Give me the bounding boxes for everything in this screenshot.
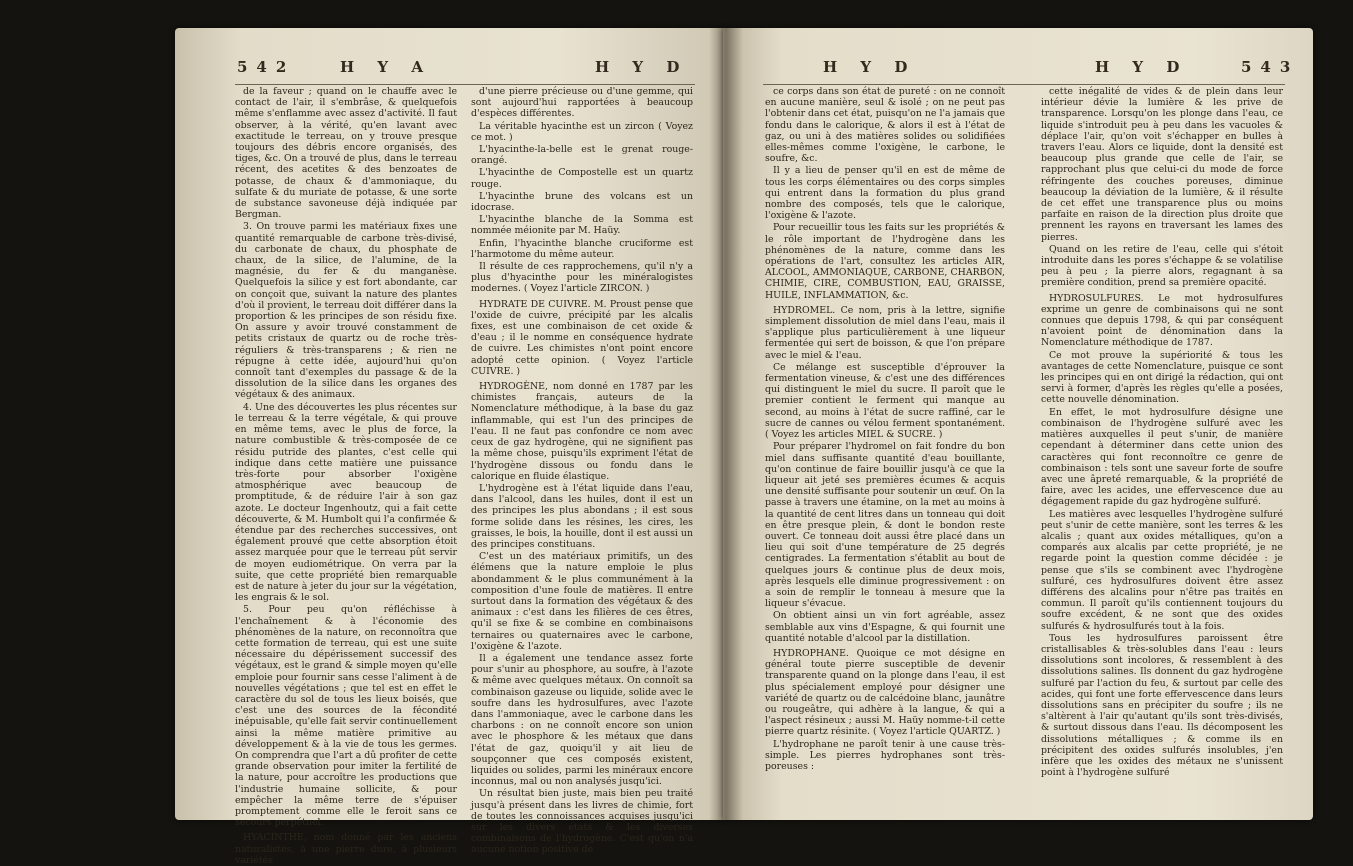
paragraph: 5. Pour peu qu'on réfléchisse à l'enchaînement & à l'économie des phénomènes de la nature, on reconnoîtra que cette formation de terreau, qui est une suite nécessaire du dépérissement successif des végétaux, est le grand & simple moyen qu'elle emploie pour fournir sans cesse l'aliment à de nouvelles végétations ; que tel est en effet le caractère du sol de tous les lieux boisés, que c'est une des sources de la fécondité inépuisable, qu'elle fait servir continuellement ainsi la même matière primitive au développement & à la vie de tous les germes. On comprendra que l'art a dû profiter de cette grande observation pour imiter la fertilité de la nature, pour accroître les productions que l'industrie humaine sollicite, & pour empêcher la même terre de s'épuiser promptement comme elle le feroit sans ce secours perpétuel. [235, 604, 457, 829]
paragraph: Enfin, l'hyacinthe blanche cruciforme est l'harmotome du même auteur. [471, 237, 693, 260]
paragraph: Tous les hydrosulfures paroissent être cristallisables & très-solubles dans l'eau : leurs dissolutions sont incolores, & ressemblent à des dissolutions salines. Ils donnent du gaz hydrogène sulfuré par l'action du feu, & surtout par celle des acides, qui font une forte effervescence dans leurs dissolutions sans en précipiter du soufre ; ils ne s'altèrent à l'air qu'autant qu'ils sont très-divisés, & surtout dissous dans l'eau. Ils décomposent les dissolutions métalliques ; & comme ils en précipitent des oxides sulfurés insolubles, j'en infère que les oxides des métaux ne s'unissent point à l'hydrogène sulfuré [1041, 632, 1283, 779]
paragraph: L'hydrophane ne paroît tenir à une cause très-simple. Les pierres hydrophanes sont très-poreuses : [765, 738, 1005, 772]
paragraph: Il y a lieu de penser qu'il en est de même de tous les corps élémentaires ou des corps simples qui entrent dans la formation du plus grand nombre des composés, tels que le calorique, l'oxigène & l'azote. [765, 165, 1005, 222]
running-head: H Y D [1095, 58, 1189, 76]
book-spread [175, 28, 1313, 866]
running-head: H Y A [340, 58, 432, 76]
header-rule [763, 84, 1285, 85]
paragraph: L'hyacinthe blanche de la Somma est nommée méionite par M. Haüy. [471, 214, 693, 237]
paragraph: L'hydrogène est à l'état liquide dans l'eau, dans l'alcool, dans les huiles, dont il est un des principes les plus abondans ; il est sous forme solide dans les résines, les cires, les graisses, le bois, la houille, dont il est aussi un des principes constituans. [471, 482, 693, 550]
paragraph: de la faveur ; quand on le chauffe avec le contact de l'air, il s'embrâse, & quelquefois même s'enflamme avec assez d'activité. Il faut observer, à la vérité, qu'en lavant avec exactitude le terreau, on y trouve presque toujours des débris encore organisés, des tiges, &c. On a trouvé de plus, dans le terreau récent, des acetites & des benzoates de potasse, de chaux & d'ammoniaque, du sulfate & du muriate de potasse, & une sorte de substance savoneuse déjà indiquée par Bergman. [235, 86, 457, 221]
page-number: 543 [1241, 58, 1300, 76]
paragraph: L'hyacinthe brune des volcans est un idocrase. [471, 190, 693, 214]
book-gutter [709, 28, 743, 820]
paragraph: Pour recueillir tous les faits sur les propriétés & le rôle important de l'hydrogène dans les phénomènes de la nature, comme dans les opérations de l'art, consultez les articles AIR, ALCOOL, AMMONIAQUE, CARBONE, CHARBON, CHIMIE, CIRE, COMBUSTION, EAU, GRAISSE, HUILE, INFLAMMATION, &c. [765, 222, 1005, 301]
paragraph: En effet, le mot hydrosulfure désigne une combinaison de l'hydrogène sulfuré avec les matières auxquelles il peut s'unir, de manière cependant à déterminer dans cette union des caractères qui font reconnoître ce genre de combinaison : tels sont une saveur forte de soufre avec une âpreté remarquable, & la propriété de faire, avec les acides, une effervescence due au dégagement rapide du gaz hydrogène sulfuré. [1041, 406, 1283, 508]
paragraph: L'hyacinthe-la-belle est le grenat rouge-orangé. [471, 144, 693, 167]
page-number: 542 [237, 58, 296, 76]
paragraph: d'une pierre précieuse ou d'une gemme, qui sont aujourd'hui rapportées à beaucoup d'espèces différentes. [471, 86, 693, 120]
paragraph: On obtient ainsi un vin fort agréable, assez semblable aux vins d'Espagne, & qui fournit une quantité notable d'alcool par la distillation. [765, 610, 1005, 644]
paragraph: ce corps dans son état de pureté : on ne connoît en aucune manière, seul & isolé ; on ne peut pas l'obtenir dans cet état, puisqu'on ne l'a jamais que fondu dans le calorique, & alors il est à l'état de gaz, ou uni à des matières solides ou solidifiées elles-mêmes comme l'oxigène, le carbone, le soufre, &c. [765, 86, 1005, 165]
left-page-column-2 [471, 86, 693, 856]
paragraph: 4. Une des découvertes les plus récentes sur le terreau & la terre végétale, & qui prouve en même tems, avec le plus de force, la nature combustible & très-composée de ce résidu putride des plantes, c'est celle qui indique dans cette matière une puissance très-forte pour absorber l'oxigène atmosphérique avec beaucoup de promptitude, & de réduire l'air à son gaz azote. Le docteur Ingenhoutz, qui a fait cette découverte, & M. Humbolt qui l'a confirmée & étendue par des recherches successives, ont également prouvé que cette absorption étoit assez marquée pour que le terreau pût servir de moyen eudiométrique. On verra par la suite, que cette propriété bien remarquable est de nature à jeter du jour sur la végétation, les engrais & le sol. [235, 401, 457, 604]
paragraph: cette inégalité de vides & de plein dans leur intérieur dévie la lumière & les prive de transparence. Lorsqu'on les plonge dans l'eau, ce liquide s'introduit peu à peu dans les vacuoles & déplace l'air, qu'on voit s'échapper en bulles à travers l'eau. Alors ce liquide, dont la densité est beaucoup plus grande que celle de l'air, se rapprochant plus que celui-ci du mode de force réfringente des couches poreuses, diminue beaucoup la déviation de la lumière, & il résulte de cet effet une transparence plus ou moins parfaite en raison de la direction plus droite que prennent les rayons en traversant les lames des pierres. [1041, 86, 1283, 243]
paragraph: La véritable hyacinthe est un zircon ( Voyez ce mot. ) [471, 120, 693, 143]
paragraph: Quand on les retire de l'eau, celle qui s'étoit introduite dans les pores s'échappe & se volatilise peu à peu ; la pierre alors, regagnant à sa première condition, prend sa première opacité. [1041, 243, 1283, 289]
paragraph: C'est un des matériaux primitifs, un des élémens que la nature emploie le plus abondamment & le plus communément à la composition d'une foule de matières. Il entre surtout dans la formation des végétaux & des animaux : c'est dans les filières de ces êtres, qu'il se fixe & se combine en combinaisons ternaires ou quaternaires avec le carbone, l'oxigène & l'azote. [471, 551, 693, 652]
dictionary-entry: HYDROMEL. Ce nom, pris à la lettre, signifie simplement dissolution de miel dans l'eau, mais il s'applique plus particulièrement à une liqueur fermentée qui sert de boisson, & que l'on prépare avec le miel & l'eau. [765, 304, 1005, 361]
paragraph: Il a également une tendance assez forte pour s'unir au phosphore, au soufre, à l'azote & même avec quelques métaux. On connoît sa combinaison gazeuse ou liquide, solide avec le soufre dans les hydrosulfures, avec l'azote dans l'ammoniaque, avec le carbone dans les charbons : on ne connoît encore son union avec le phosphore & les métaux que dans l'état de gaz, quoiqu'il y ait lieu de soupçonner que ces composés existent, liquides ou solides, parmi les minéraux encore inconnus, mal ou non analysés jusqu'ici. [471, 652, 693, 788]
paragraph: Pour préparer l'hydromel on fait fondre du bon miel dans suffisante quantité d'eau bouillante, qu'on continue de faire bouillir jusqu'à ce que la liqueur ait jeté ses premières écumes & acquis une densité suffisante pour soutenir un œuf. On la passe à travers une étamine, on la met au moins à la quantité de cent litres dans un tonneau qui doit en être presque plein, & dont le bondon reste ouvert. Ce tonneau doit aussi être placé dans un lieu qui soit d'une température de 25 degrés centigrades. La fermentation s'établit au bout de quelques jours & continue plus de deux mois, après lesquels elle diminue progressivement : on a soin de remplir le tonneau à mesure que la liqueur s'évacue. [765, 441, 1005, 610]
left-page [175, 28, 723, 866]
paragraph: L'hyacinthe de Compostelle est un quartz rouge. [471, 167, 693, 190]
paragraph: Ce mot prouve la supériorité & tous les avantages de cette Nomenclature, puisque ce sont les principes qui en ont dirigé la rédaction, qui ont servi à former, d'après les règles qu'elle a posées, cette nouvelle dénomination. [1041, 349, 1283, 406]
right-page-header [723, 58, 1313, 82]
right-page [723, 28, 1313, 820]
dictionary-entry: HYACINTHE, nom donné par les anciens naturalistes, à une pierre dure, à plusieurs variétés [235, 832, 457, 866]
right-page-column-2 [1041, 86, 1283, 806]
running-head: H Y D [823, 58, 917, 76]
paragraph: Ce mélange est susceptible d'éprouver la fermentation vineuse, & c'est une des différences qui distinguent le miel du sucre. Il paroît que le premier contient le ferment qui manque au second, au moins à l'état de sucre raffiné, car le sucre de cannes ou vélou ferment spontanément. ( Voyez les articles MIEL & SUCRE. ) [765, 361, 1005, 441]
paragraph: Un résultat bien juste, mais bien peu traité jusqu'à présent dans les livres de chimie, fort de toutes les connoissances acquises jusqu'ici sur les divers états & les diverses combinaisons de l'hydrogène. C'est qu'on n'a aucune notion positive de [471, 788, 693, 856]
right-page-column-1 [765, 86, 1005, 806]
header-rule [235, 84, 695, 85]
left-page-header [175, 58, 723, 82]
dictionary-entry: HYDROGÈNE, nom donné en 1787 par les chimistes français, auteurs de la Nomenclature méthodique, à la base du gaz inflammable, qui est l'un des principes de l'eau. Il ne faut pas confondre ce nom avec ceux de gaz hydrogène, qui ne signifient pas la même chose, puisqu'ils expriment l'état de l'hydrogène dissous ou fondu dans le calorique en fluide élastique. [471, 381, 693, 482]
dictionary-entry: HYDRATE DE CUIVRE. M. Proust pense que l'oxide de cuivre, précipité par les alcalis fixes, est une combinaison de cet oxide & d'eau ; il le nomme en conséquence hydrate de cuivre. Les chimistes n'ont point encore adopté cette opinion. ( Voyez l'article CUIVRE. ) [471, 298, 693, 377]
paragraph: Les matières avec lesquelles l'hydrogène sulfuré peut s'unir de cette manière, sont les terres & les alcalis ; quant aux oxides métalliques, qu'on a comparés aux alcalis par cette propriété, je ne regarde point la question comme décidée : je pense que s'ils se combinent avec l'hydrogène sulfuré, ces hydrosulfures doivent être assez différens des alcalins pour n'être pas traités en commun. Il paroît qu'ils contiennent toujours du soufre excédent, & ne sont que des oxides sulfurés & hydrosulfurés tout à la fois. [1041, 508, 1283, 632]
paragraph: Il résulte de ces rapprochemens, qu'il n'y a plus d'hyacinthe pour les minéralogistes modernes. ( Voyez l'article ZIRCON. ) [471, 261, 693, 295]
dictionary-entry: HYDROSULFURES. Le mot hydrosulfures exprime un genre de combinaisons qui ne sont connues que depuis 1798, & qui par conséquent n'avoient point de dénomination dans la Nomenclature méthodique de 1787. [1041, 292, 1283, 349]
running-head: H Y D [595, 58, 689, 76]
dictionary-entry: HYDROPHANE. Quoique ce mot désigne en général toute pierre susceptible de devenir transparente quand on la plonge dans l'eau, il est plus spécialement employé pour désigner une variété de quartz ou de calcédoine blanc, jaunâtre ou rougeâtre, qui adhère à la langue, & qui a l'aspect résineux ; aussi M. Haüy nomme-t-il cette pierre quartz résinite. ( Voyez l'article QUARTZ. ) [765, 647, 1005, 738]
left-page-column-1 [235, 86, 458, 866]
paragraph: 3. On trouve parmi les matériaux fixes une quantité remarquable de carbone très-divisé, du carbonate de chaux, du phosphate de chaux, de la silice, de l'alumine, de la magnésie, du fer & du manganèse. Quelquefois la silice y est fort abondante, car on conçoit que, suivant la nature des plantes d'où il provient, le terreau doit différer dans la proportion & les principes de son résidu fixe. On assure y avoir trouvé constamment de petits cristaux de quartz ou de roche très-réguliers & très-transparens ; & rien ne répugne à cette idée, aujourd'hui qu'on connoît tant d'exemples du passage & de la dissolution de la silice dans les organes des végétaux & des animaux. [235, 221, 458, 401]
